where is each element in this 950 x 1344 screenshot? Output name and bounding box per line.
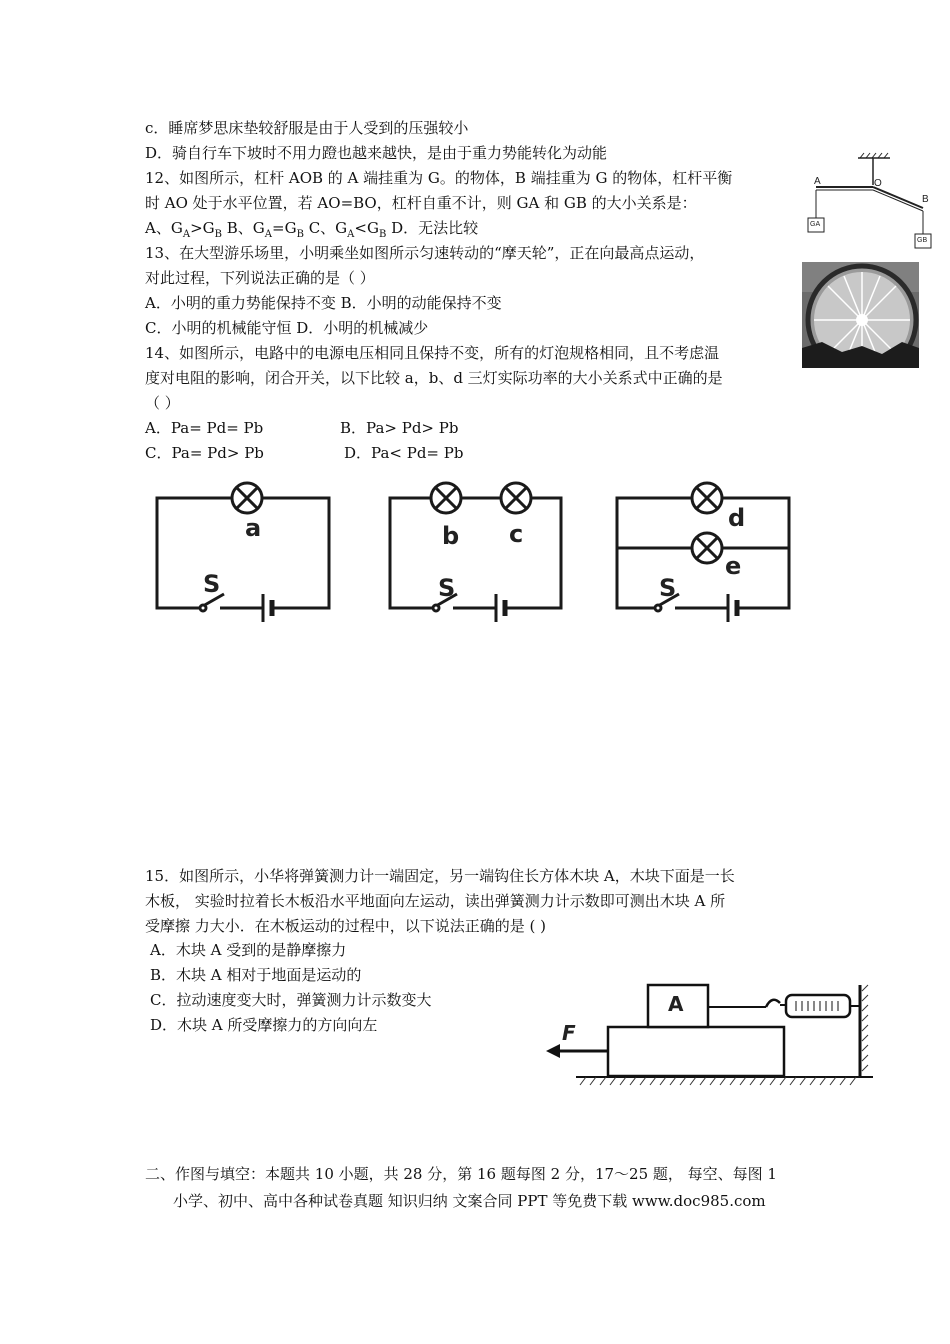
ferris-wheel-photo	[802, 262, 919, 368]
q15-option-c: C．拉动速度变大时，弹簧测力计示数变大	[150, 991, 432, 1009]
q15-option-a: A．木块 A 受到的是静摩擦力	[150, 941, 347, 959]
lamp-e-label: e	[725, 552, 742, 580]
option-d-line: D．骑自行车下坡时不用力蹬也越来越快，是由于重力势能转化为动能	[145, 144, 608, 162]
switch-2-label: S	[438, 574, 456, 602]
lever-figure	[806, 150, 940, 254]
footer-text: 小学、初中、高中各种试卷真题 知识归纳 文案合同 PPT 等免费下载 www.doc985.com	[173, 1192, 766, 1210]
q12-line-1: 12、如图所示，杠杆 AOB 的 A 端挂重为 G。的物体，B 端挂重为 G 的物体，杠杆平衡	[145, 169, 733, 187]
lamp-c-label: c	[509, 520, 524, 548]
q15-line-1: 15．如图所示，小华将弹簧测力计一端固定，另一端钩住长方体木块 A，木块下面是一长	[145, 867, 735, 885]
q12-line-2: 时 AO 处于水平位置，若 AO=BO，杠杆自重不计，则 GA 和 GB 的大小关系是：	[145, 194, 697, 212]
lever-weight-a: GA	[810, 221, 821, 228]
q13-line-2: 对此过程，下列说法正确的是（ ）	[145, 269, 375, 287]
q15-line-3: 受摩擦 力大小．在木板运动的过程中，以下说法正确的是 ( )	[145, 917, 547, 935]
lever-label-b: B	[922, 194, 929, 205]
q14-option-d: D．Pa< Pd= Pb	[344, 444, 464, 462]
lamp-b-label: b	[442, 522, 460, 550]
q15-option-d: D．木块 A 所受摩擦力的方向向左	[150, 1016, 378, 1034]
lamp-a-label: a	[245, 514, 262, 542]
switch-3-label: S	[659, 574, 677, 602]
lamp-d-label: d	[728, 504, 746, 532]
lever-label-a: A	[814, 176, 821, 187]
q14-option-b: B．Pa> Pd> Pb	[340, 419, 459, 437]
q13-options-cd: C．小明的机械能守恒 D．小明的机械减少	[145, 319, 429, 337]
q12-options: A、$G_A>G_B$ B、$G_A=G_B$ C、$G_A<G_B$ D．无法比较	[145, 219, 479, 240]
q14-line-2: 度对电阻的影响，闭合开关，以下比较 a，b、d 三灯实际功率的大小关系式中正确的是	[145, 369, 723, 387]
q14-line-3: （ ）	[145, 394, 180, 412]
switch-1-label: S	[203, 570, 221, 598]
q13-line-1: 13、在大型游乐场里，小明乘坐如图所示匀速转动的“摩天轮”，正在向最高点运动，	[145, 244, 705, 262]
q14-option-a: A．Pa= Pd= Pb	[145, 419, 264, 437]
circuit-diagrams	[145, 470, 800, 640]
section-2-heading: 二、作图与填空：本题共 10 小题，共 28 分，第 16 题每图 2 分，17～25 题， 每空、每图 1	[145, 1165, 777, 1183]
q14-line-1: 14、如图所示，电路中的电源电压相同且保持不变，所有的灯泡规格相同，且不考虑温	[145, 344, 720, 362]
q13-options-ab: A．小明的重力势能保持不变 B．小明的动能保持不变	[145, 294, 502, 312]
force-f-label: F	[562, 1021, 576, 1045]
lever-weight-b: GB	[917, 237, 928, 244]
q15-option-b: B．木块 A 相对于地面是运动的	[150, 966, 362, 984]
q14-option-c: C．Pa= Pd> Pb	[145, 444, 264, 462]
option-c-line: c．睡席梦思床垫较舒服是由于人受到的压强较小	[145, 119, 469, 137]
q15-line-2: 木板， 实验时拉着长木板沿水平地面向左运动，读出弹簧测力计示数即可测出木块 A 所	[145, 892, 726, 910]
block-a-label: A	[668, 992, 684, 1016]
friction-experiment-figure	[528, 945, 873, 1090]
lever-label-o: O	[874, 178, 882, 189]
